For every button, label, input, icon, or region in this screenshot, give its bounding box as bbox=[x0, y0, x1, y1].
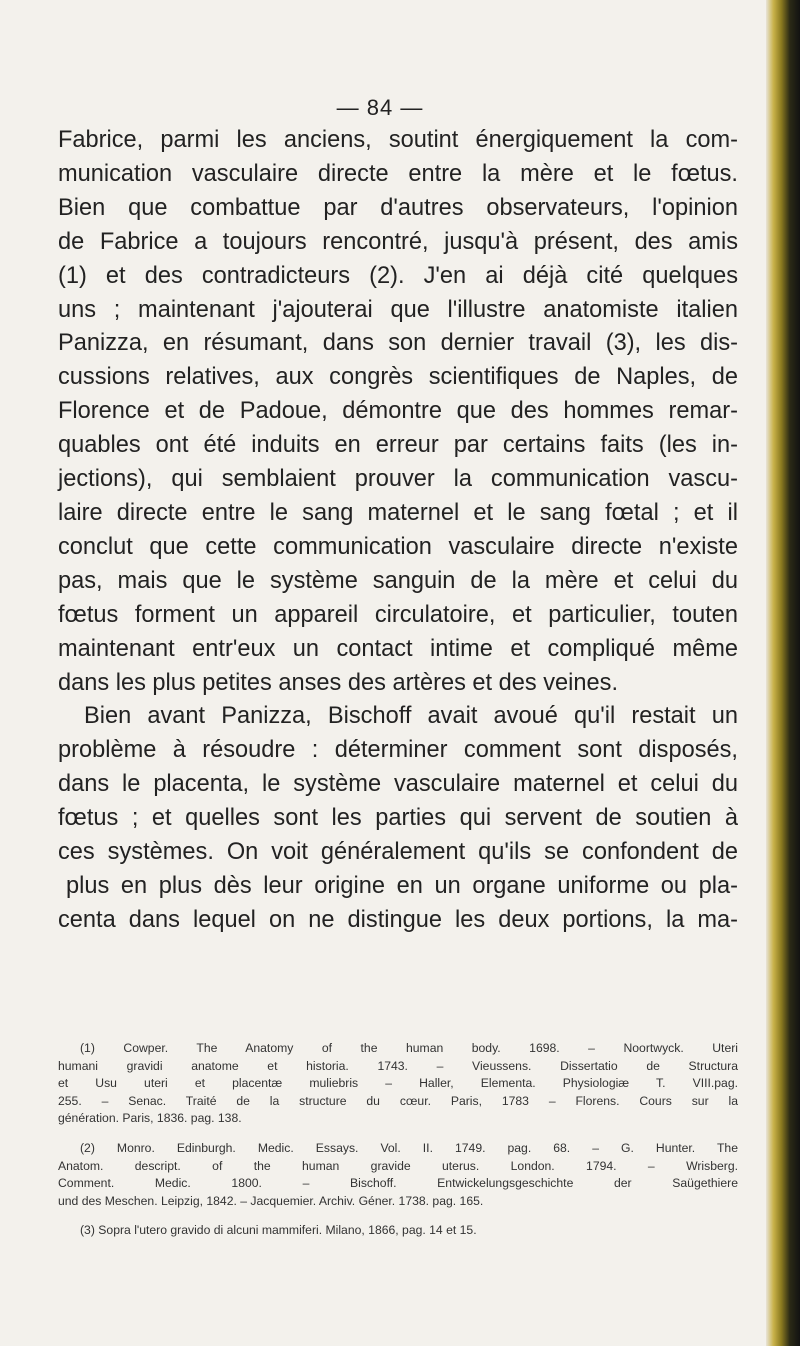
body-line: Bien avant Panizza, Bischoff avait avoué qu'il restait un bbox=[84, 703, 738, 730]
body-line: jections), qui semblaient prouver la communication vascu- bbox=[58, 466, 738, 493]
body-line: plus en plus dès leur origine en un organe uniforme ou pla- bbox=[66, 872, 738, 899]
body-line: Fabrice, parmi les anciens, soutint énergiquement la com- bbox=[58, 127, 738, 153]
scan-edge-shadow bbox=[766, 0, 800, 1346]
body-line: dans le placenta, le système vasculaire maternel et celui du bbox=[58, 771, 738, 798]
body-line: de Fabrice a toujours rencontré, jusqu'à présent, des amis bbox=[58, 228, 738, 255]
body-line: problème à résoudre : déterminer comment sont disposés, bbox=[58, 737, 738, 764]
body-line: Florence et de Padoue, démontre que des hommes remar- bbox=[58, 398, 738, 425]
footnote-3 bbox=[58, 1222, 738, 1240]
footnote-line: et Usu uteri et placentæ muliebris – Haller, Elementa. Physiologiæ T. VIII.pag. bbox=[58, 1076, 738, 1091]
footnote-2 bbox=[58, 1140, 738, 1210]
body-line: munication vasculaire directe entre la mère et le fœtus. bbox=[58, 160, 738, 187]
body-line: dans les plus petites anses des artères et des veines. bbox=[58, 669, 619, 696]
footnote-line: 255. – Senac. Traité de la structure du cœur. Paris, 1783 – Florens. Cours sur la bbox=[58, 1093, 738, 1108]
body-text bbox=[58, 124, 738, 938]
footnote-line: génération. Paris, 1836. pag. 138. bbox=[58, 1111, 242, 1126]
footnote-line: humani gravidi anatome et historia. 1743. – Vieussens. Dissertatio de Structura bbox=[58, 1058, 738, 1073]
body-line: centa dans lequel on ne distingue les deux portions, la ma- bbox=[58, 906, 738, 933]
body-line: quables ont été induits en erreur par certains faits (les in- bbox=[58, 432, 738, 459]
body-line: pas, mais que le système sanguin de la mère et celui du bbox=[58, 567, 738, 594]
footnote-line: (1) Cowper. The Anatomy of the human body. 1698. – Noortwyck. Uteri bbox=[80, 1041, 738, 1055]
footnote-1 bbox=[58, 1040, 738, 1128]
body-line: ces systèmes. On voit généralement qu'ils se confondent de bbox=[58, 839, 738, 866]
footnote-line: (2) Monro. Edinburgh. Medic. Essays. Vol. II. 1749. pag. 68. – G. Hunter. The bbox=[80, 1140, 738, 1155]
body-line: (1) et des contradicteurs (2). J'en ai déjà cité quelques bbox=[58, 262, 738, 289]
body-line: Panizza, en résumant, dans son dernier travail (3), les dis- bbox=[58, 330, 738, 357]
footnote-line: Anatom. descript. of the human gravide uterus. London. 1794. – Wrisberg. bbox=[58, 1158, 738, 1173]
footnote-line: Comment. Medic. 1800. – Bischoff. Entwickelungsgeschichte der Saügethiere bbox=[58, 1176, 738, 1191]
page-number: — 84 — bbox=[336, 95, 424, 120]
body-line: cussions relatives, aux congrès scientifiques de Naples, de bbox=[58, 364, 738, 391]
body-line: Bien que combattue par d'autres observateurs, l'opinion bbox=[58, 194, 738, 221]
footnote-line: und des Meschen. Leipzig, 1842. – Jacquemier. Archiv. Géner. 1738. pag. 165. bbox=[58, 1193, 484, 1208]
body-line: fœtus ; et quelles sont les parties qui servent de soutien à bbox=[58, 805, 738, 832]
body-line: laire directe entre le sang maternel et le sang fœtal ; et il bbox=[58, 499, 738, 526]
footnotes bbox=[58, 1040, 738, 1252]
body-line: uns ; maintenant j'ajouterai que l'illustre anatomiste italien bbox=[58, 296, 738, 323]
body-line: maintenant entr'eux un contact intime et compliqué même bbox=[58, 635, 738, 662]
body-line: fœtus forment un appareil circulatoire, et particulier, touten bbox=[58, 601, 738, 628]
footnote-line: (3) Sopra l'utero gravido di alcuni mammiferi. Milano, 1866, pag. 14 et 15. bbox=[80, 1223, 477, 1238]
body-line: conclut que cette communication vasculaire directe n'existe bbox=[58, 533, 738, 560]
